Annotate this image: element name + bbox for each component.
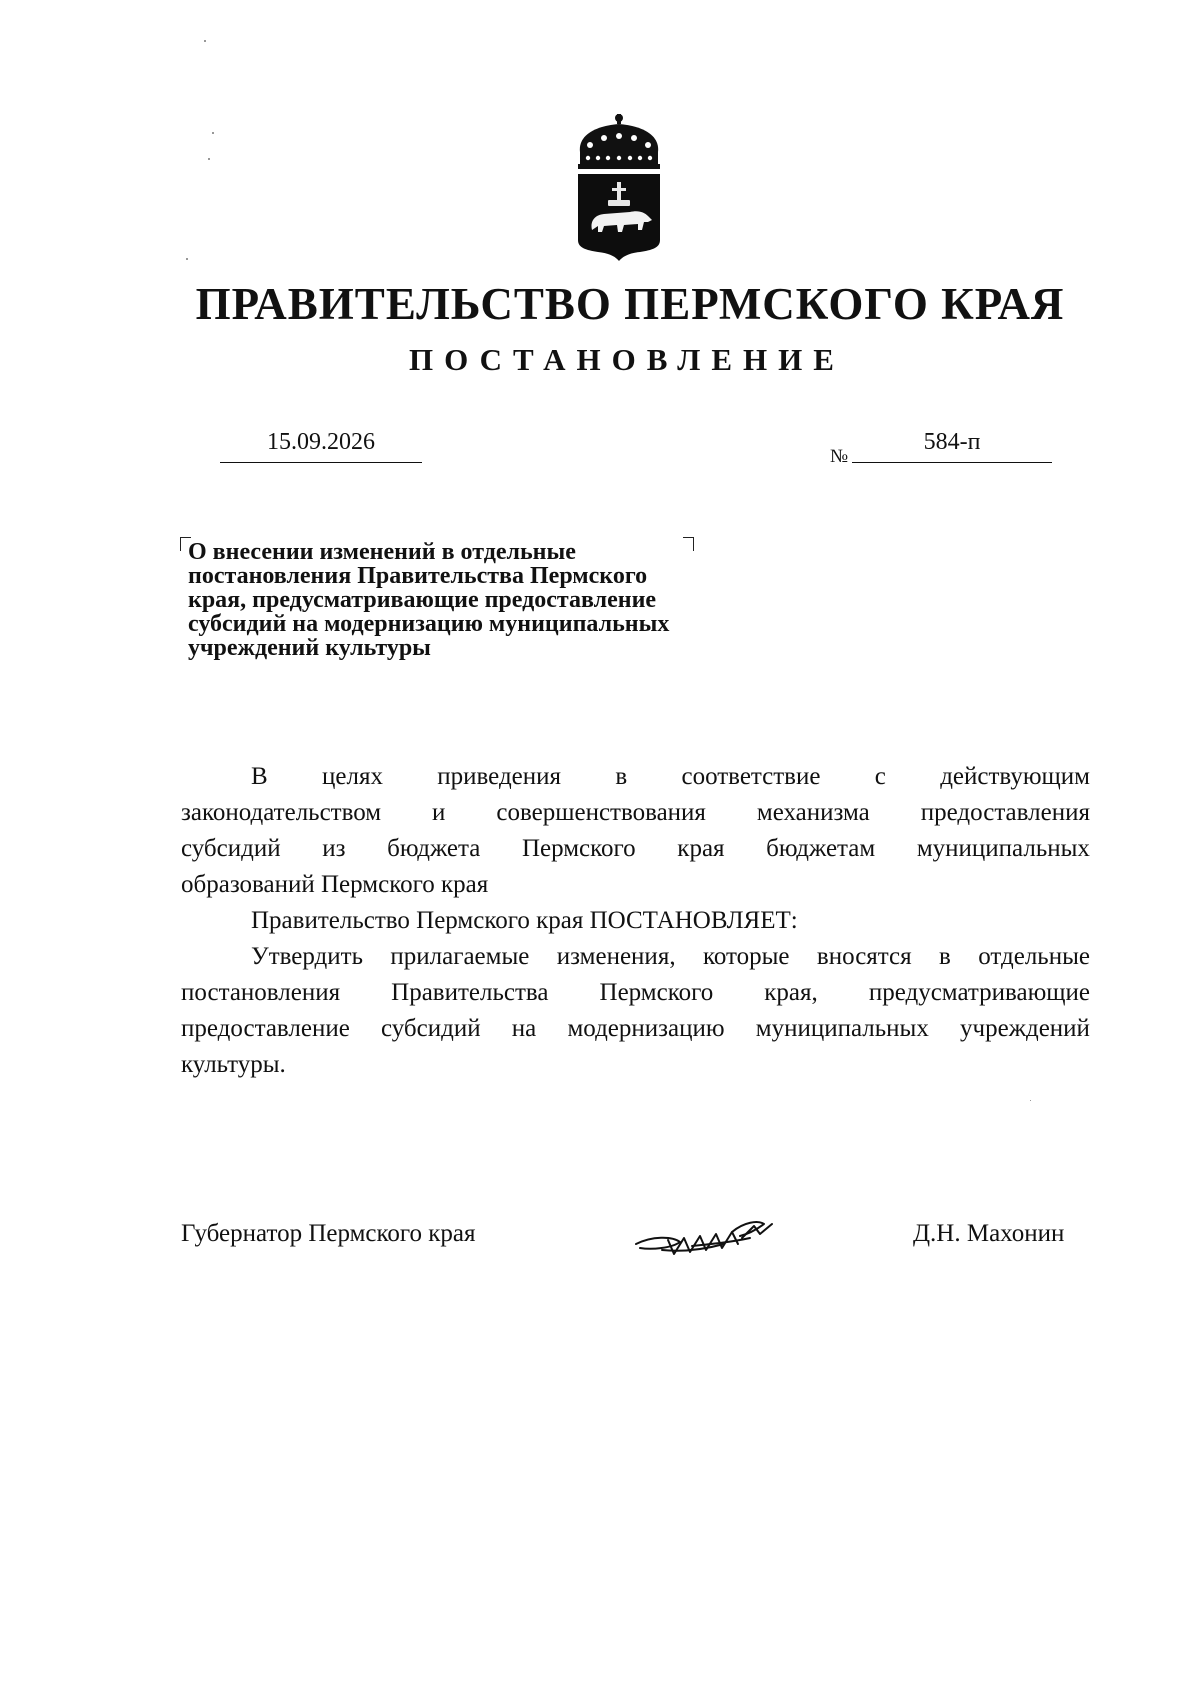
body-word: прилагаемые: [390, 943, 530, 970]
body-word: приведения: [437, 763, 562, 790]
body-word: соответствие: [681, 763, 821, 790]
body-word: в: [615, 763, 628, 790]
body-line: [181, 795, 1090, 831]
subject-line: постановления Правительства Пермского: [188, 563, 648, 589]
government-title: ПРАВИТЕЛЬСТВО ПЕРМСКОГО КРАЯ: [195, 279, 1065, 329]
body-word: субсидий: [181, 835, 281, 862]
scan-speck: [1030, 1100, 1031, 1101]
subject-line: учреждений культуры: [188, 635, 431, 661]
document-number: 584-п: [852, 424, 1052, 463]
body-word: Пермского: [521, 835, 636, 862]
body-word: бюджетам: [766, 835, 876, 862]
body-word: края,: [764, 979, 818, 1006]
body-word: целях: [322, 763, 383, 790]
body-line: культуры.: [181, 1051, 286, 1078]
body-word: действующим: [940, 763, 1090, 790]
body-line: [181, 975, 1090, 1011]
body-word: механизма: [756, 799, 870, 826]
body-word: модернизацию: [567, 1015, 725, 1042]
body-word: вносятся: [816, 943, 912, 970]
subject-line: субсидий на модернизацию муниципальных: [188, 611, 670, 637]
body-word: изменения,: [556, 943, 676, 970]
scan-speck: [208, 158, 210, 160]
document-date: 15.09.2026: [220, 424, 422, 463]
body-word: с: [874, 763, 886, 790]
body-word: В: [251, 763, 268, 790]
body-word: на: [511, 1015, 537, 1042]
body-word: учреждений: [960, 1015, 1090, 1042]
number-sign: №: [830, 446, 849, 467]
body-word: Правительства: [391, 979, 549, 1006]
body-word: субсидий: [381, 1015, 481, 1042]
handwritten-signature-icon: [632, 1214, 792, 1264]
subject-line: О внесении изменений в отдельные: [188, 539, 576, 565]
body-word: предоставление: [181, 1015, 350, 1042]
subject-line: края, предусматривающие предоставление: [188, 587, 657, 613]
resolution-clause: Правительство Пермского края ПОСТАНОВЛЯЕТ:: [251, 907, 798, 934]
body-word: муниципальных: [755, 1015, 929, 1042]
body-word: законодательством: [181, 799, 382, 826]
body-line: [181, 939, 1090, 975]
body-line: [181, 759, 1090, 795]
scan-speck: [204, 40, 206, 42]
document-type-heading: ПОСТАНОВЛЕНИЕ: [409, 342, 845, 377]
body-word: Утвердить: [251, 943, 363, 970]
body-word: постановления: [181, 979, 341, 1006]
body-word: в: [939, 943, 951, 970]
body-word: муниципальных: [916, 835, 1090, 862]
body-word: бюджета: [387, 835, 481, 862]
body-word: и: [432, 799, 446, 826]
scan-speck: [186, 258, 188, 260]
body-line: образований Пермского края: [181, 871, 489, 898]
body-word: края: [677, 835, 725, 862]
scan-speck: [212, 132, 214, 134]
body-word: предоставления: [920, 799, 1090, 826]
body-word: предусматривающие: [868, 979, 1090, 1006]
body-word: из: [322, 835, 346, 862]
perm-krai-coat-of-arms-icon: [568, 112, 670, 262]
body-line: [181, 1011, 1090, 1047]
body-word: отдельные: [978, 943, 1090, 970]
document-subject: [188, 540, 788, 660]
body-line: [181, 831, 1090, 867]
document-body: [181, 759, 1090, 1083]
signatory-name: Д.Н. Махонин: [913, 1220, 1065, 1247]
body-word: совершенствования: [496, 799, 706, 826]
body-word: которые: [702, 943, 790, 970]
signatory-title: Губернатор Пермского края: [181, 1220, 476, 1247]
body-word: Пермского: [599, 979, 714, 1006]
